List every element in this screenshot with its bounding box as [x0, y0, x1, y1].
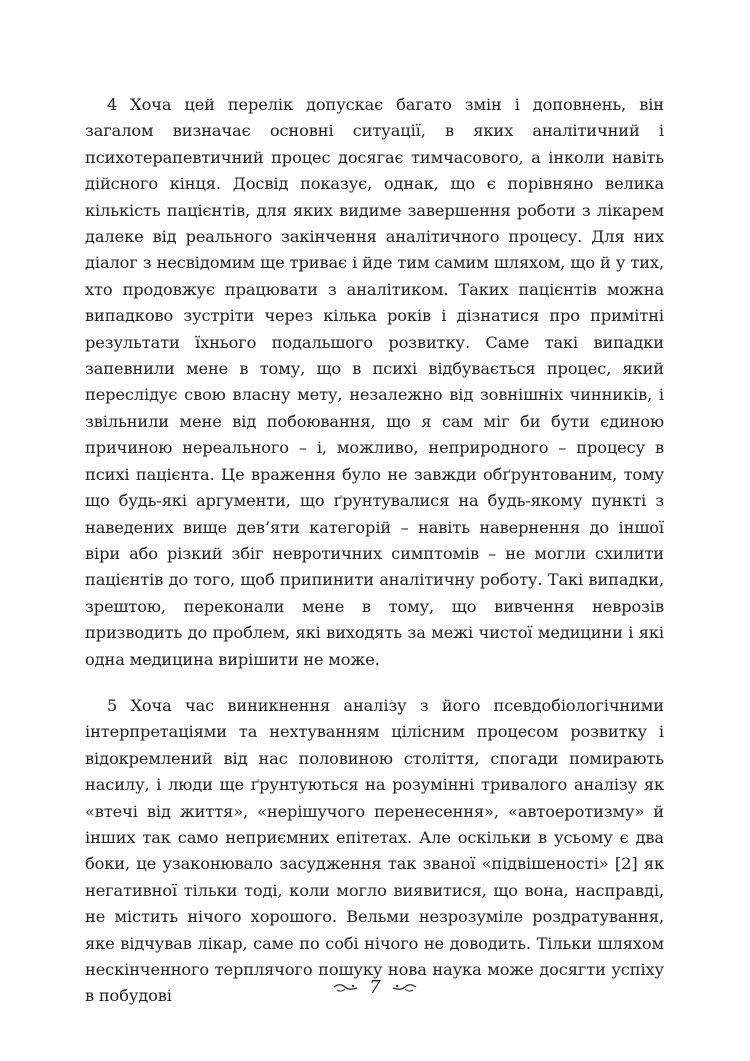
fleuron-left-icon [333, 982, 359, 994]
page-footer [0, 978, 750, 998]
paragraph-5: 5 Хоча час виникнення аналізу з його псевдобіологічними інтерпретаціями та нехтуванням цілісним процесом розвитку і відокремлений від нас половиною століття, спогади помирають насилу, і люди ще ґрунтуються на розумінні тривалого аналізу як «втечі від життя», «нерішучого перенесення», «автоеротизму» й інших так само неприємних епітетах. Але оскільки в усьому є два боки, це узаконювало засудження так званої «підвішеності» [2] як негативної тільки тоді, коли могло виявитися, що вона, насправді, не містить нічого хорошого. Вельми незрозуміле роздратування, яке відчував лікар, саме по собі нічого не доводить. Тільки шляхом нескінченного терплячого пошуку нова наука може досягти успіху в побудові [85, 695, 664, 1006]
page-number: 7 [369, 977, 381, 998]
fleuron-right-icon [391, 982, 417, 994]
paragraph-4: 4 Хоча цей перелік допускає багато змін і доповнень, він загалом визначає основні ситуації, в яких аналітичний і психотерапевтичний процес досягає тимчасового, а інколи навіть дійсного кінця. Досвід показує, однак, що є порівняно велика кількість пацієнтів, для яких видиме завершення роботи з лікарем далеке від реального закінчення аналітичного процесу. Для них діалог з несвідомим ще триває і йде тим самим шляхом, що й у тих, хто продовжує працювати з аналітиком. Таких пацієнтів можна випадково зустріти через кілька років і дізнатися про примітні результати їхнього подальшого розвитку. Саме такі випадки запевнили мене в тому, що в психі відбувається процес, який переслідує свою власну мету, незалежно від зовнішніх чинників, і звільнили мене від побоювання, що я сам міг би бути єдиною причиною нереального – і, можливо, неприродного – процесу в психі пацієнта. Це враження було не завжди обґрунтованим, тому що будь-які аргументи, що ґрунтувалися на будь-якому пункті з наведених вище дев’яти категорій – навіть навернення до іншої віри або різкий збіг невротичних симптомів – не могли схилити пацієнтів до того, щоб припинити аналітичну роботу. Такі випадки, зрештою, переконали мене в тому, що вивчення неврозів призводить до проблем, які виходять за межі чистої медицини і які одна медицина вирішити не може. [85, 95, 664, 669]
body-text [85, 92, 664, 1030]
